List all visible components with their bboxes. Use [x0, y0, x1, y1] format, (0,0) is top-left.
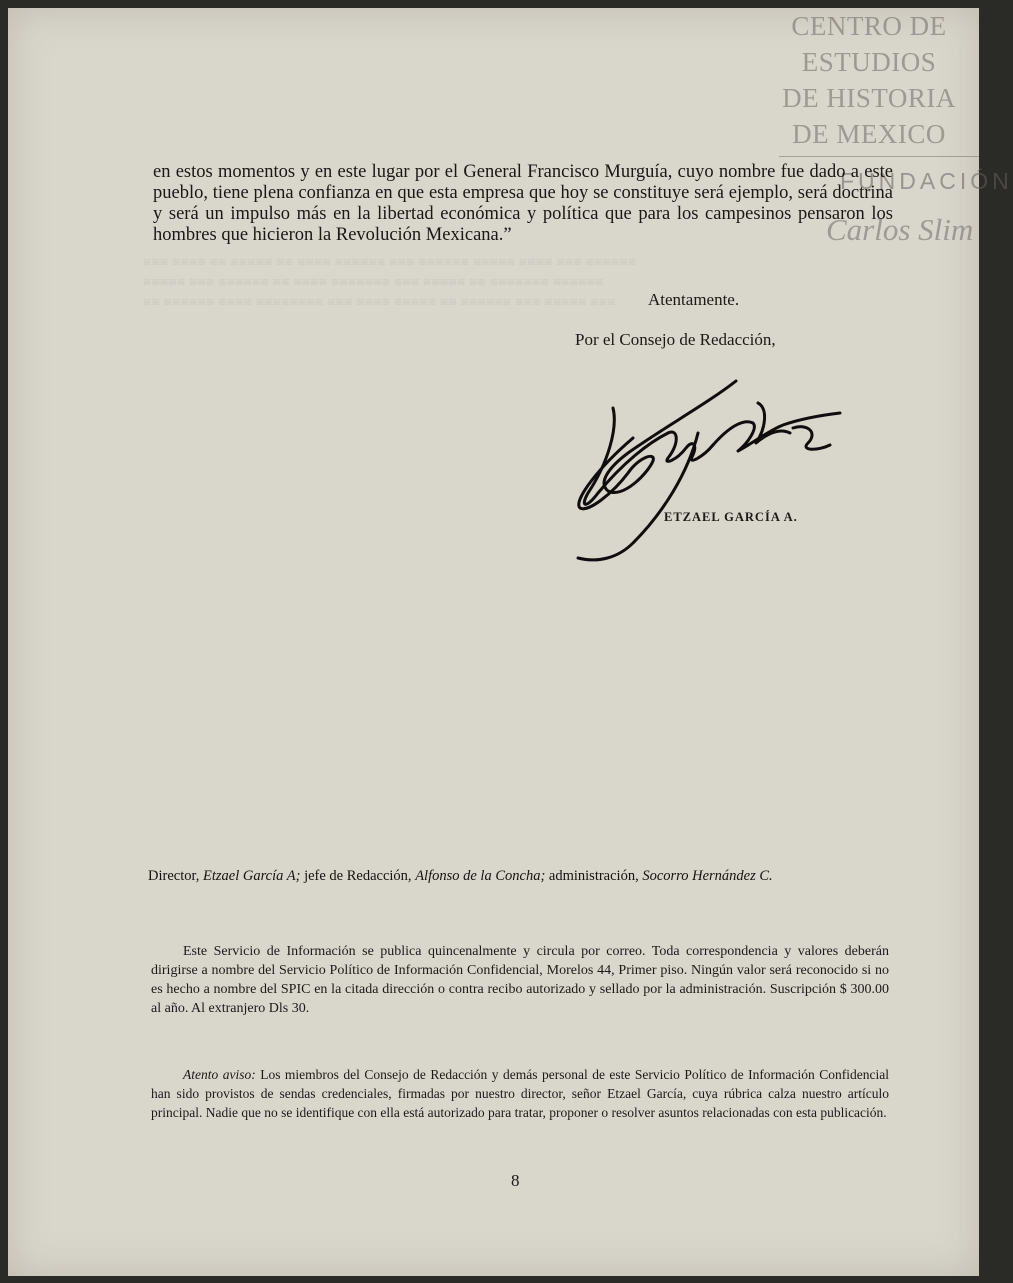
- watermark-line: DE MEXICO: [792, 119, 946, 149]
- administration-name: Socorro Hernández C.: [642, 868, 773, 884]
- signer-name: ETZAEL GARCÍA A.: [664, 510, 798, 524]
- notice-text: Los miembros del Consejo de Redacción y demás personal de este Servicio Político de Información Confidencial han sido provistos de sendas credenciales, firmadas por nuestro director, señor Etzael García, cuya rúbrica calza nuestro artículo principal. Nadie que no se identifique con ella está autorizado para tratar, proponer o resolver asuntos relacionadas con esta publicación.: [151, 1066, 890, 1120]
- staff-credits: [148, 866, 890, 886]
- document-page: [8, 8, 1013, 1276]
- director-label: Director,: [148, 868, 200, 884]
- founder-label: Carlos Slim: [826, 212, 974, 247]
- director-name: Etzael García A;: [202, 868, 301, 884]
- page-number: 8: [511, 1171, 520, 1190]
- notice-paragraph: [151, 1065, 889, 1122]
- watermark-line: CENTRO DE: [791, 11, 947, 41]
- closing-salutation: Atentamente.: [648, 290, 740, 309]
- watermark-line: DE HISTORIA: [782, 83, 956, 113]
- letter-paragraph: en estos momentos y en este lugar por el General Francisco Murguía, cuyo nombre fue dado a este pueblo, tiene plena confianza en que esta empresa que hoy se constituye será ejemplo, será doctrina y será un impulso más en la libertad económica y política que para los campesinos pensaron los hombres que hicieron la Revolución Mexicana.”: [153, 162, 893, 245]
- watermark-line: ESTUDIOS: [801, 47, 937, 77]
- notice-label: Atento aviso:: [183, 1066, 256, 1082]
- chief-editor-label: jefe de Redacción,: [304, 868, 412, 884]
- bleed-through-text: ≡≡≡ ≡≡≡≡ ≡≡ ≡≡≡≡≡ ≡≡ ≡≡≡≡ ≡≡≡≡≡≡ ≡≡≡ ≡≡≡≡≡≡ ≡≡≡≡≡ ≡≡≡≡ ≡≡≡ ≡≡≡≡≡≡ ≡≡≡≡≡ ≡≡≡ ≡≡≡≡≡≡ ≡≡ ≡≡≡≡ ≡≡≡≡≡≡≡ ≡≡≡ ≡≡≡≡≡ ≡≡ ≡≡≡≡≡≡≡ ≡≡≡≡≡≡ ≡≡ ≡≡≡≡≡≡ ≡≡≡≡ ≡≡≡≡≡≡≡≡ ≡≡≡ ≡≡≡≡ ≡≡≡≡≡ ≡≡ ≡≡≡≡≡≡ ≡≡≡ ≡≡≡≡≡ ≡≡≡: [143, 255, 637, 311]
- watermark-divider: [779, 156, 979, 157]
- service-information: Este Servicio de Información se publica quincenalmente y circula por correo. Toda correspondencia y valores deberán dirigirse a nombre del Servicio Político de Información Confidencial, Morelos 44, Primer piso. Ningún valor será reconocido si no es hecho a nombre del SPIC en la citada dirección o contra recibo autorizado y sellado por la administración. Suscripción $ 300.00 al año. Al extranjero Dls 30.: [151, 944, 889, 1016]
- foundation-label: FUNDACIÓN: [840, 168, 1013, 194]
- archive-watermark: [769, 8, 969, 152]
- chief-editor-name: Alfonso de la Concha;: [415, 868, 546, 884]
- handwritten-signature: [568, 373, 858, 568]
- closing-attribution: Por el Consejo de Redacción,: [575, 330, 776, 349]
- letter-body: [153, 162, 893, 246]
- administration-label: administración,: [548, 868, 639, 884]
